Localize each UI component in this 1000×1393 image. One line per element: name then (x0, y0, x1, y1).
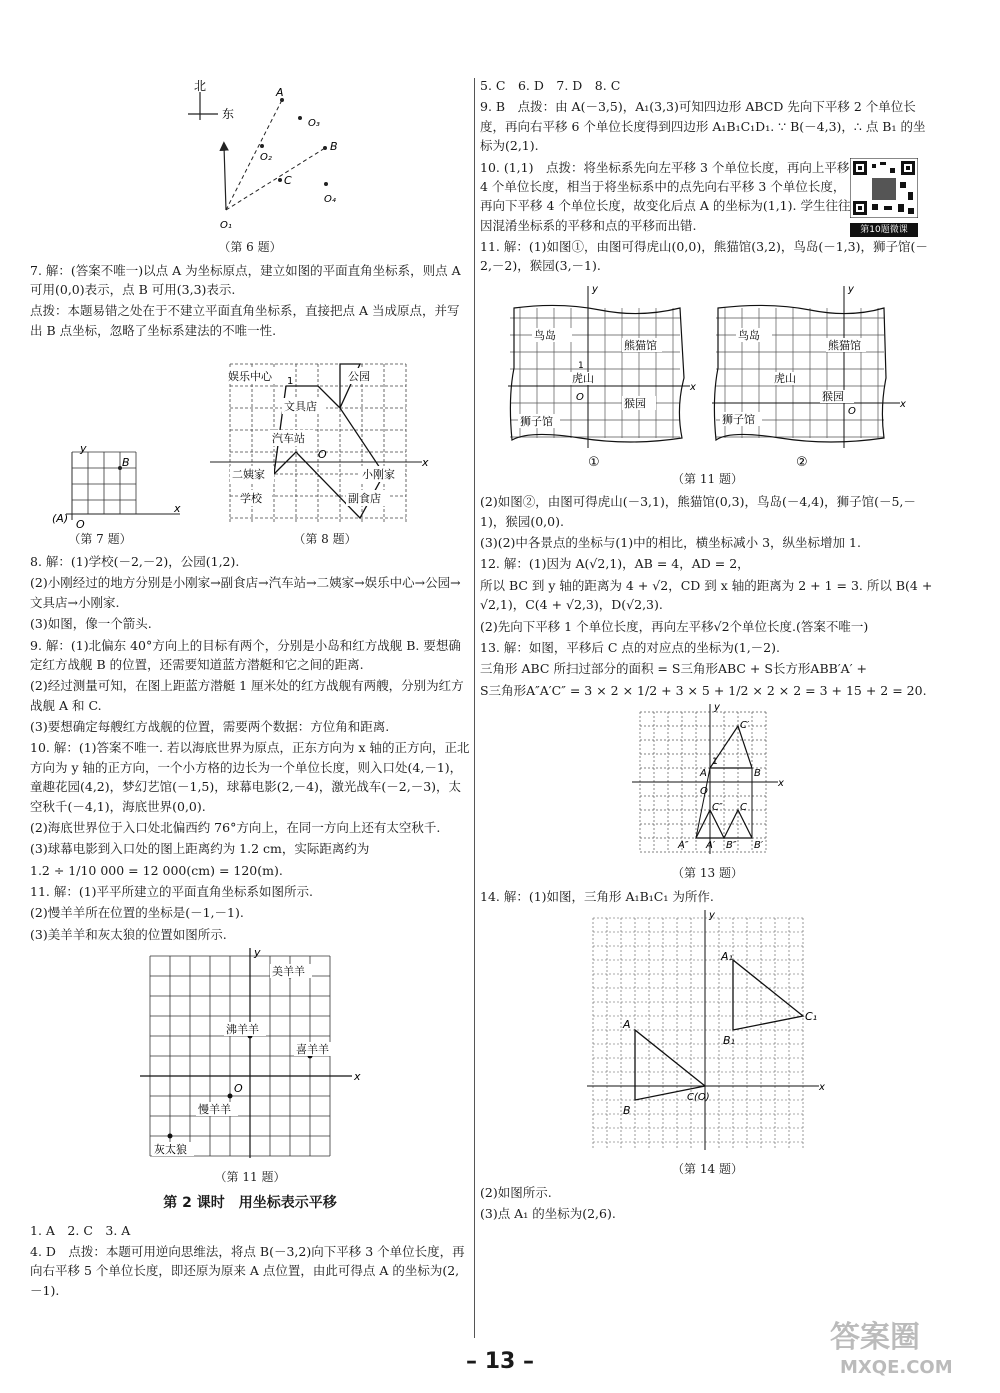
fig11r2-hu: 虎山 (774, 371, 796, 385)
answer-14-2: (2)如图所示. (480, 1184, 552, 1200)
point-O2: O₂ (260, 152, 272, 163)
point-O1: O₁ (220, 220, 232, 231)
fig13-C3: C (739, 802, 747, 814)
fig13-A: A (699, 768, 707, 780)
answer-11-r-3: (3)(2)中各景点的坐标与(1)中的相比，横坐标减小 3，纵坐标增加 1. (480, 535, 861, 551)
fig11r2-origin: O (848, 405, 856, 417)
answer-9: 9. B 点拨：由 A(－3,5)，A₁(3,3)可知四边形 ABCD 先向下平移 2 个单位长度，再向右平移 6 个单位长度得到四边形 A₁B₁C₁D₁. ∵ B(－4,3)，∴ 点 B₁ 的坐标为(2,1). (480, 99, 926, 154)
watermark-logo (820, 1313, 980, 1383)
fig11r1-origin: O (576, 391, 584, 403)
answer-8-2: (2)小刚经过的地方分别是小刚家→副食店→汽车站→二姨家→娱乐中心→公园→文具店→小刚家. (30, 575, 461, 610)
fig11l-hui: 灰太狼 (154, 1143, 187, 1157)
answer-11-r-2: (2)如图②，由图可得虎山(－3,1)，熊猫馆(0,3)，鸟岛(－4,4)，狮子馆(－5,－1)，猴园(0,0). (480, 494, 916, 529)
figure-13-svg (618, 702, 798, 862)
fig8-one: 1 (287, 376, 294, 388)
answer-11-1: 11. 解：(1)平平所建立的平面直角坐标系如图所示. (30, 884, 314, 900)
answer-9-1: 9. 解：(1)北偏东 40°方向上的目标有两个，分别是小岛和红方战舰 B. 要想确定红方战舰 B 的位置，还需要知道蓝方潜艇和它之间的距离. (30, 637, 461, 672)
fig11r1-hou: 猴园 (624, 396, 646, 410)
fig14-y: y (708, 910, 715, 922)
figure-14 (583, 908, 833, 1158)
figure-11-right-caption: （第 11 题） (672, 471, 743, 486)
page-number: – 13 – (466, 1349, 534, 1374)
figure-8-caption: （第 8 题） (293, 532, 357, 547)
answer-11-2: (2)慢羊羊所在位置的坐标是(－1,－1). (30, 905, 244, 921)
answer-13-1: 13. 解：如图，平移后 C 点的对应点的坐标为(1,－2). (480, 639, 780, 655)
fig14-A: A (622, 1018, 631, 1032)
fig11r1-xiong: 熊猫馆 (624, 338, 657, 352)
answer-11-3: (3)美羊羊和灰太狼的位置如图所示. (30, 926, 227, 942)
figures-7-8 (30, 342, 470, 552)
fig11r1-one: 1 (578, 360, 584, 371)
answer-7-tip: 点拨：本题易错之处在于不建立平面直角坐标系，直接把点 A 当成原点，并写出 B 点坐标，忽略了坐标系建法的不唯一性. (30, 303, 460, 338)
answer-14: 14. 解：(1)如图，三角形 A₁B₁C₁ 为所作. (480, 888, 714, 904)
answer-7: 7. 解：(答案不唯一)以点 A 为坐标原点，建立如图的平面直角坐标系，则点 A 可用(0,0)表示，点 B 可用(3,3)表示. (30, 262, 461, 297)
answer-13-2: 三角形 ABC 所扫过部分的面积 = S三角形ABC + S长方形ABB′A′ + (480, 661, 867, 677)
answer-10-1: 10. 解：(1)答案不唯一. 若以海底世界为原点，正东方向为 x 轴的正方向，正北方向为 y 轴的正方向，一个小方格的边长为一个单位长度，则入口处(4,－1)，童趣花园(4,2)，梦幻艺馆(－1,5)，球幕电影(2,－4)，激光战车(－2,－3)，太空秋千(－4,1)，海底世界(0,0). (30, 740, 470, 814)
fig11r2-niao: 鸟岛 (738, 328, 760, 342)
fig11r1-shi: 狮子馆 (520, 414, 553, 428)
fig11r2-hou: 猴园 (822, 389, 844, 403)
fig11l-fei: 沸羊羊 (226, 1023, 259, 1037)
north-label: 北 (194, 79, 207, 93)
answer-12-2: 所以 BC 到 y 轴的距离为 4 + √2，CD 到 x 轴的距离为 2 + 1 = 3. 所以 B(4 + √2,1)，C(4 + √2,3)，D(√2,3). (480, 577, 933, 613)
figure-6 (160, 76, 340, 236)
answer-10-3: (3)球幕电影到入口处的图上距离约为 1.2 cm，实际距离约为 (30, 841, 370, 857)
fig8-yule: 娱乐中心 (228, 370, 272, 384)
fig14-C: C(O) (686, 1092, 710, 1104)
answers-5-8: 5. C 6. D 7. D 8. C (480, 78, 621, 93)
fig13-B2: B″ (725, 840, 737, 852)
section-title: 第 2 课时 用坐标表示平移 (163, 1194, 337, 1211)
figure-11-pair-svg (480, 278, 935, 468)
qr-code-icon (850, 158, 918, 218)
point-O4: O₄ (324, 194, 336, 205)
fig11r2-shi: 狮子馆 (722, 412, 755, 426)
fig13-x: x (777, 778, 784, 790)
figure-14-svg (583, 908, 833, 1158)
figure-11-left-svg (130, 946, 370, 1166)
fig8-x-label: x (422, 456, 429, 470)
fig13-O: O (699, 786, 708, 798)
fig11l-mei: 美羊羊 (272, 965, 305, 979)
fig8-wenju: 文具店 (284, 400, 317, 414)
answer-9-3: (3)要想确定每艘红方战舰的位置，需要两个数据：方位角和距离. (30, 719, 390, 735)
figure-6-svg (160, 76, 340, 236)
column-divider (474, 78, 475, 1338)
answer-8-3: (3)如图，像一个箭头. (30, 616, 152, 632)
fig7-point-B: B (122, 456, 130, 470)
fig11r2-x: x (900, 398, 906, 410)
answer-8-1: 8. 解：(1)学校(－2,－2)，公园(1,2). (30, 554, 240, 570)
point-O3: O₃ (308, 118, 320, 129)
fig13-y: y (713, 702, 720, 714)
figure-11-left (130, 946, 370, 1166)
figure-6-caption: （第 6 题） (218, 240, 282, 254)
figure-7-8-svg (30, 342, 470, 532)
fig11r1-y: y (592, 283, 598, 295)
fig11l-man: 慢羊羊 (198, 1103, 231, 1117)
answer-9-2: (2)经过测量可知，在图上距蓝方潜艇 1 厘米处的红方战舰有两艘，分别为红方战舰 A 和 C. (30, 678, 464, 713)
fig11r1-x: x (690, 381, 696, 393)
answer-13-3: S三角形A″A′C″ = 3 × 2 × 1/2 + 3 × 5 + 1/2 × 2 × 2 = 3 + 15 + 2 = 20. (480, 682, 927, 698)
fig11l-xi: 喜羊羊 (296, 1043, 329, 1057)
figure-11-pair (480, 278, 935, 468)
answer-10: 10. (1,1) 点拨：将坐标系先向左平移 3 个单位长度，再向上平移 4 个单位长度，相当于将坐标系中的点先向右平移 3 个单位长度，再向下平移 4 个单位长度，故变化后点 A 的坐标为(1,1). 学生往往因混淆坐标系的平移和点的平移而出错. (480, 159, 851, 233)
fig14-C1: C₁ (804, 1010, 817, 1024)
answer-4: 4. D 点拨：本题可用逆向思维法，将点 B(－3,2)向下平移 3 个单位长度，再向右平移 5 个单位长度，即还原为原来 A 点位置，由此可得点 A 的坐标为(2,－1). (30, 1243, 465, 1298)
figure-7-caption: （第 7 题） (68, 532, 132, 547)
fig7-point-A: (A) (52, 512, 69, 526)
fig14-x: x (818, 1082, 825, 1094)
figure-13-caption: （第 13 题） (672, 866, 743, 881)
fig13-A2: A″ (677, 840, 689, 852)
fig11r2-y: y (848, 283, 854, 295)
fig11-label-1: ① (588, 454, 600, 468)
fig11r1-niao: 鸟岛 (534, 328, 556, 342)
fig8-origin: O (318, 448, 327, 462)
fig14-B: B (622, 1104, 631, 1118)
answers-1-3: 1. A 2. C 3. A (30, 1222, 131, 1238)
figure-13 (618, 702, 798, 862)
fig13-C2: C″ (711, 802, 723, 814)
fig13-B: B (753, 768, 761, 780)
fig8-xuexiao: 学校 (240, 492, 262, 506)
east-label: 东 (222, 107, 235, 121)
point-B: B (330, 140, 338, 153)
answer-10-2: (2)海底世界位于入口处北偏西约 76°方向上，在同一方向上还有太空秋千. (30, 819, 441, 835)
fig13-A3: A′ (705, 840, 715, 852)
right-column (480, 76, 935, 1225)
fig14-A1: A₁ (720, 950, 733, 964)
fig11l-x: x (354, 1070, 361, 1084)
fig11l-y: y (254, 946, 261, 960)
fig11r2-xiong: 熊猫馆 (828, 338, 861, 352)
fig8-erjiu: 二姨家 (232, 468, 265, 482)
svg-text:MXQE.COM: MXQE.COM (840, 1357, 953, 1378)
point-C: C (284, 174, 292, 187)
answer-11-r: 11. 解：(1)如图①，由图可得虎山(0,0)，熊猫馆(3,2)，鸟岛(－1,3)，狮子馆(－2,－2)，猴园(3,－1). (480, 239, 928, 274)
watermark-text: 答案圈 (830, 1320, 920, 1355)
fig8-xiaogang: 小刚家 (362, 468, 395, 482)
watermark-svg (820, 1313, 980, 1383)
fig8-gongyuan: 公园 (348, 370, 370, 384)
figure-14-caption: （第 14 题） (672, 1162, 743, 1177)
fig11l-origin: O (234, 1082, 243, 1096)
qr-code[interactable] (850, 158, 918, 234)
figure-11-left-caption: （第 11 题） (214, 1170, 286, 1185)
fig11r1-hu: 虎山 (572, 371, 594, 385)
answer-10-block (480, 158, 935, 236)
fig8-qiche: 汽车站 (272, 432, 305, 446)
fig7-x-label: x (174, 502, 181, 516)
answer-10-calc: 1.2 ÷ 1/10 000 = 12 000(cm) = 120(m). (30, 862, 283, 878)
fig13-B3: B′ (753, 840, 763, 852)
fig11-label-2: ② (796, 454, 808, 468)
fig14-B1: B₁ (722, 1034, 735, 1048)
answer-12-1: 12. 解：(1)因为 A(√2,1)，AB = 4，AD = 2， (480, 556, 750, 572)
fig7-y-label: y (80, 442, 87, 456)
left-column (30, 76, 470, 1302)
fig13-C-top: C′ (739, 720, 749, 732)
fig8-fushi: 副食店 (348, 492, 381, 506)
fig7-origin: O (76, 518, 85, 532)
point-A: A (276, 86, 284, 99)
answer-14-3: (3)点 A₁ 的坐标为(2,6). (480, 1206, 616, 1222)
qr-caption: 第10题微课 (850, 223, 918, 237)
fig13-one: 1 (711, 757, 718, 768)
answer-12-3: (2)先向下平移 1 个单位长度，再向左平移√2个单位长度.(答案不唯一) (480, 618, 869, 634)
